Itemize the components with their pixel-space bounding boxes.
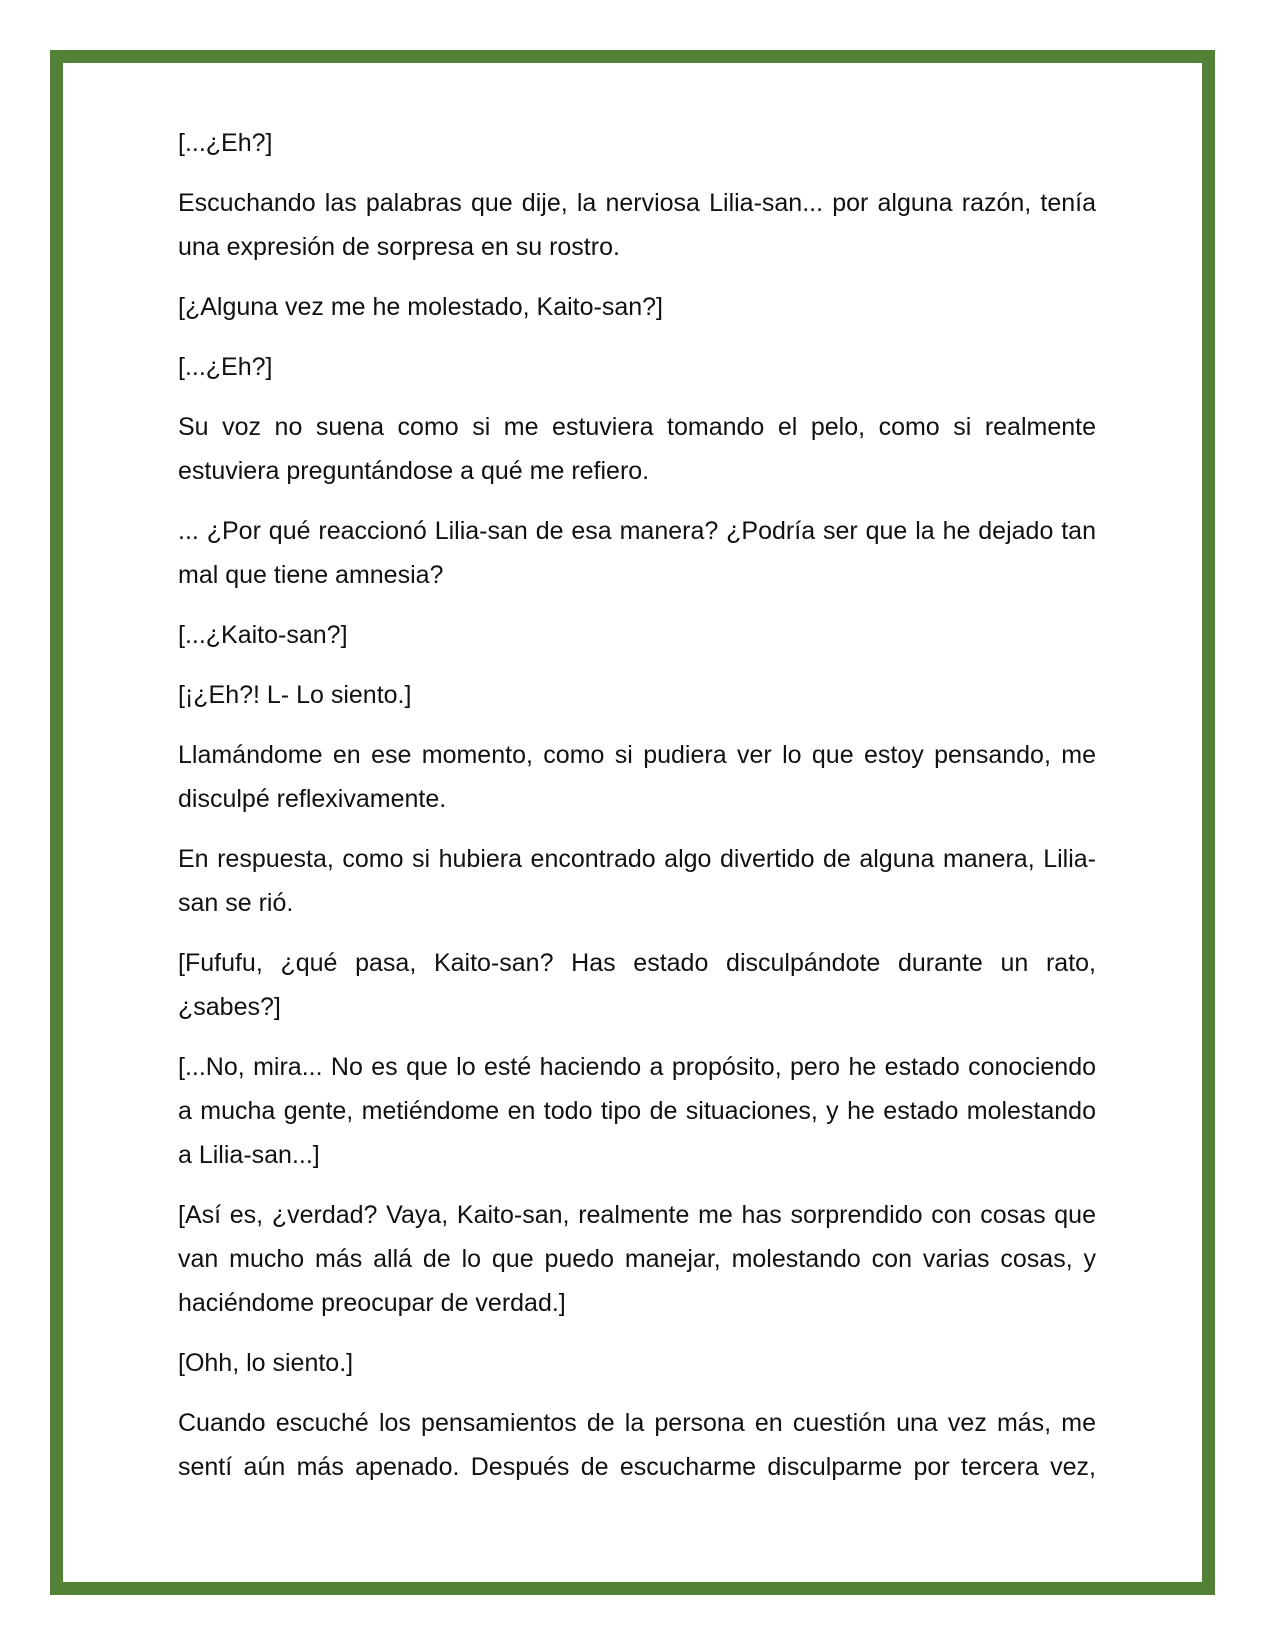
- paragraph-12: [...No, mira... No es que lo esté haciendo a propósito, pero he estado conociendo a mucha gente, metiéndome en todo tipo de situaciones, y he estado molestando a Lilia-san...]: [178, 1053, 1096, 1169]
- paragraph-14: [Ohh, lo siento.]: [178, 1349, 354, 1377]
- paragraph-6: ... ¿Por qué reaccionó Lilia-san de esa manera? ¿Podría ser que la he dejado tan mal que tiene amnesia?: [178, 517, 1096, 589]
- document-body: [178, 121, 1096, 1505]
- paragraph-11: [Fufufu, ¿qué pasa, Kaito-san? Has estado disculpándote durante un rato, ¿sabes?]: [178, 949, 1096, 1021]
- paragraph-8: [¡¿Eh?! L- Lo siento.]: [178, 681, 412, 709]
- paragraph-5: Su voz no suena como si me estuviera tomando el pelo, como si realmente estuviera preguntándose a qué me refiero.: [178, 413, 1096, 485]
- paragraph-4: [...¿Eh?]: [178, 353, 273, 381]
- paragraph-7: [...¿Kaito-san?]: [178, 621, 348, 649]
- paragraph-15: Cuando escuché los pensamientos de la persona en cuestión una vez más, me sentí aún más apenado. Después de escucharme disculparme por tercera vez,: [178, 1409, 1096, 1481]
- paragraph-13: [Así es, ¿verdad? Vaya, Kaito-san, realmente me has sorprendido con cosas que van mucho más allá de lo que puedo manejar, molestando con varias cosas, y haciéndome preocupar de verdad.]: [178, 1201, 1096, 1317]
- paragraph-1: [...¿Eh?]: [178, 129, 273, 157]
- paragraph-2: Escuchando las palabras que dije, la nerviosa Lilia-san... por alguna razón, tenía una expresión de sorpresa en su rostro.: [178, 189, 1096, 261]
- paragraph-10: En respuesta, como si hubiera encontrado algo divertido de alguna manera, Lilia-san se rió.: [178, 845, 1096, 917]
- paragraph-9: Llamándome en ese momento, como si pudiera ver lo que estoy pensando, me disculpé reflexivamente.: [178, 741, 1096, 813]
- paragraph-3: [¿Alguna vez me he molestado, Kaito-san?]: [178, 293, 663, 321]
